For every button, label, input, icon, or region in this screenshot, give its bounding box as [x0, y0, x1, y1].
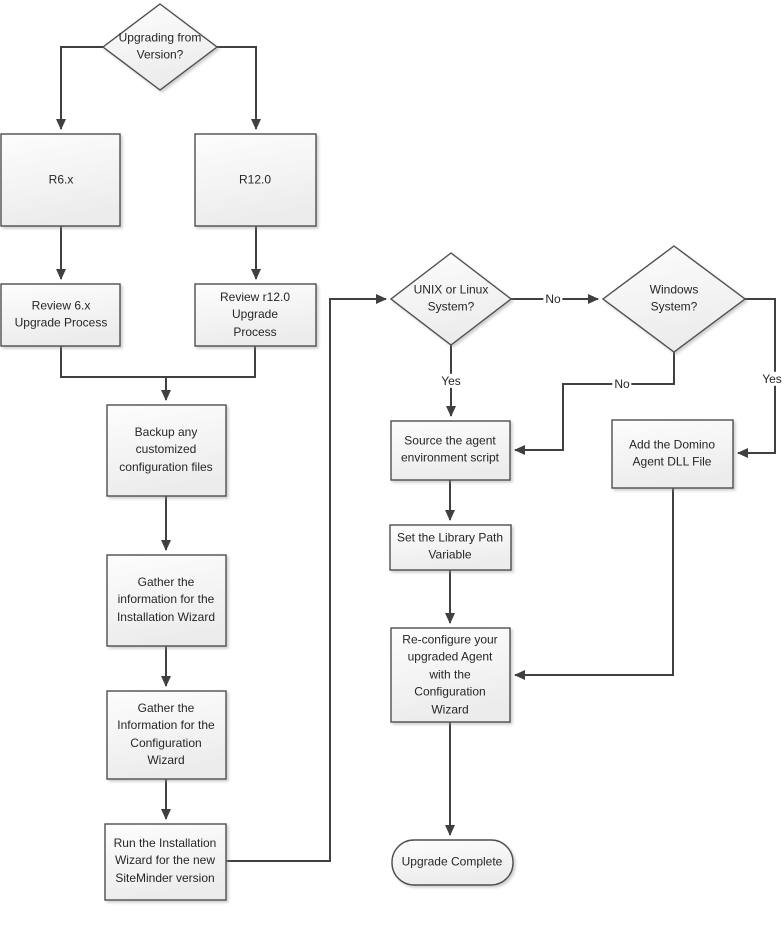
- process-gather-install-label: Gather the information for the Installation Wizard: [116, 574, 216, 624]
- edge-label-windows-no: No: [614, 376, 630, 391]
- process-r12-label: R12.0: [238, 172, 272, 187]
- connector-run-to-unix-decision: [226, 299, 386, 861]
- process-run-wizard-label: Run the Installation Wizard for the new SiteMinder version: [113, 835, 217, 885]
- connector-version-to-r12: [217, 47, 256, 129]
- connector-merge-reviews: [61, 346, 255, 377]
- process-domino-dll: [612, 420, 733, 488]
- process-r6x: [1, 134, 120, 226]
- process-gather-install: [107, 555, 226, 646]
- decision-unix-linux: [391, 253, 511, 345]
- connector-version-to-r6x: [61, 47, 103, 129]
- process-source-script-label: Source the agent environment script: [400, 433, 500, 465]
- process-backup: [107, 405, 226, 496]
- process-gather-config: [107, 691, 226, 779]
- terminator-upgrade-complete-label: Upgrade Complete: [401, 854, 503, 869]
- edge-label-windows-yes: Yes: [762, 371, 782, 386]
- process-gather-config-label: Gather the Information for the Configuration Wizard: [117, 701, 215, 768]
- process-backup-label: Backup any customized configuration files: [119, 424, 213, 474]
- process-domino-dll-label: Add the Domino Agent DLL File: [628, 437, 716, 469]
- process-r6x-label: R6.x: [48, 172, 74, 187]
- process-reconfigure: [391, 628, 510, 722]
- process-review-r12: [195, 284, 316, 346]
- process-run-wizard: [105, 824, 226, 900]
- decision-upgrading-from-version: [103, 4, 217, 90]
- terminator-upgrade-complete: [392, 840, 513, 885]
- process-reconfigure-label: Re-configure your upgraded Agent with the Configuration Wizard: [402, 632, 498, 717]
- connector-domino-to-reconfigure: [515, 488, 673, 675]
- process-source-script: [391, 421, 510, 480]
- decision-windows-label: Windows System?: [649, 282, 699, 314]
- process-set-library: [390, 525, 511, 570]
- process-review-r12-label: Review r12.0 Upgrade Process: [219, 289, 291, 339]
- process-r12: [195, 134, 316, 226]
- decision-unix-linux-label: UNIX or Linux System?: [413, 282, 489, 314]
- edge-label-unix-no: No: [545, 291, 561, 306]
- process-review-6x: [1, 284, 120, 346]
- decision-windows: [603, 246, 745, 352]
- edge-label-unix-yes: Yes: [441, 373, 461, 388]
- process-set-library-label: Set the Library Path Variable: [396, 530, 504, 562]
- decision-upgrading-from-version-label: Upgrading from Version?: [118, 30, 202, 62]
- process-review-6x-label: Review 6.x Upgrade Process: [14, 298, 108, 330]
